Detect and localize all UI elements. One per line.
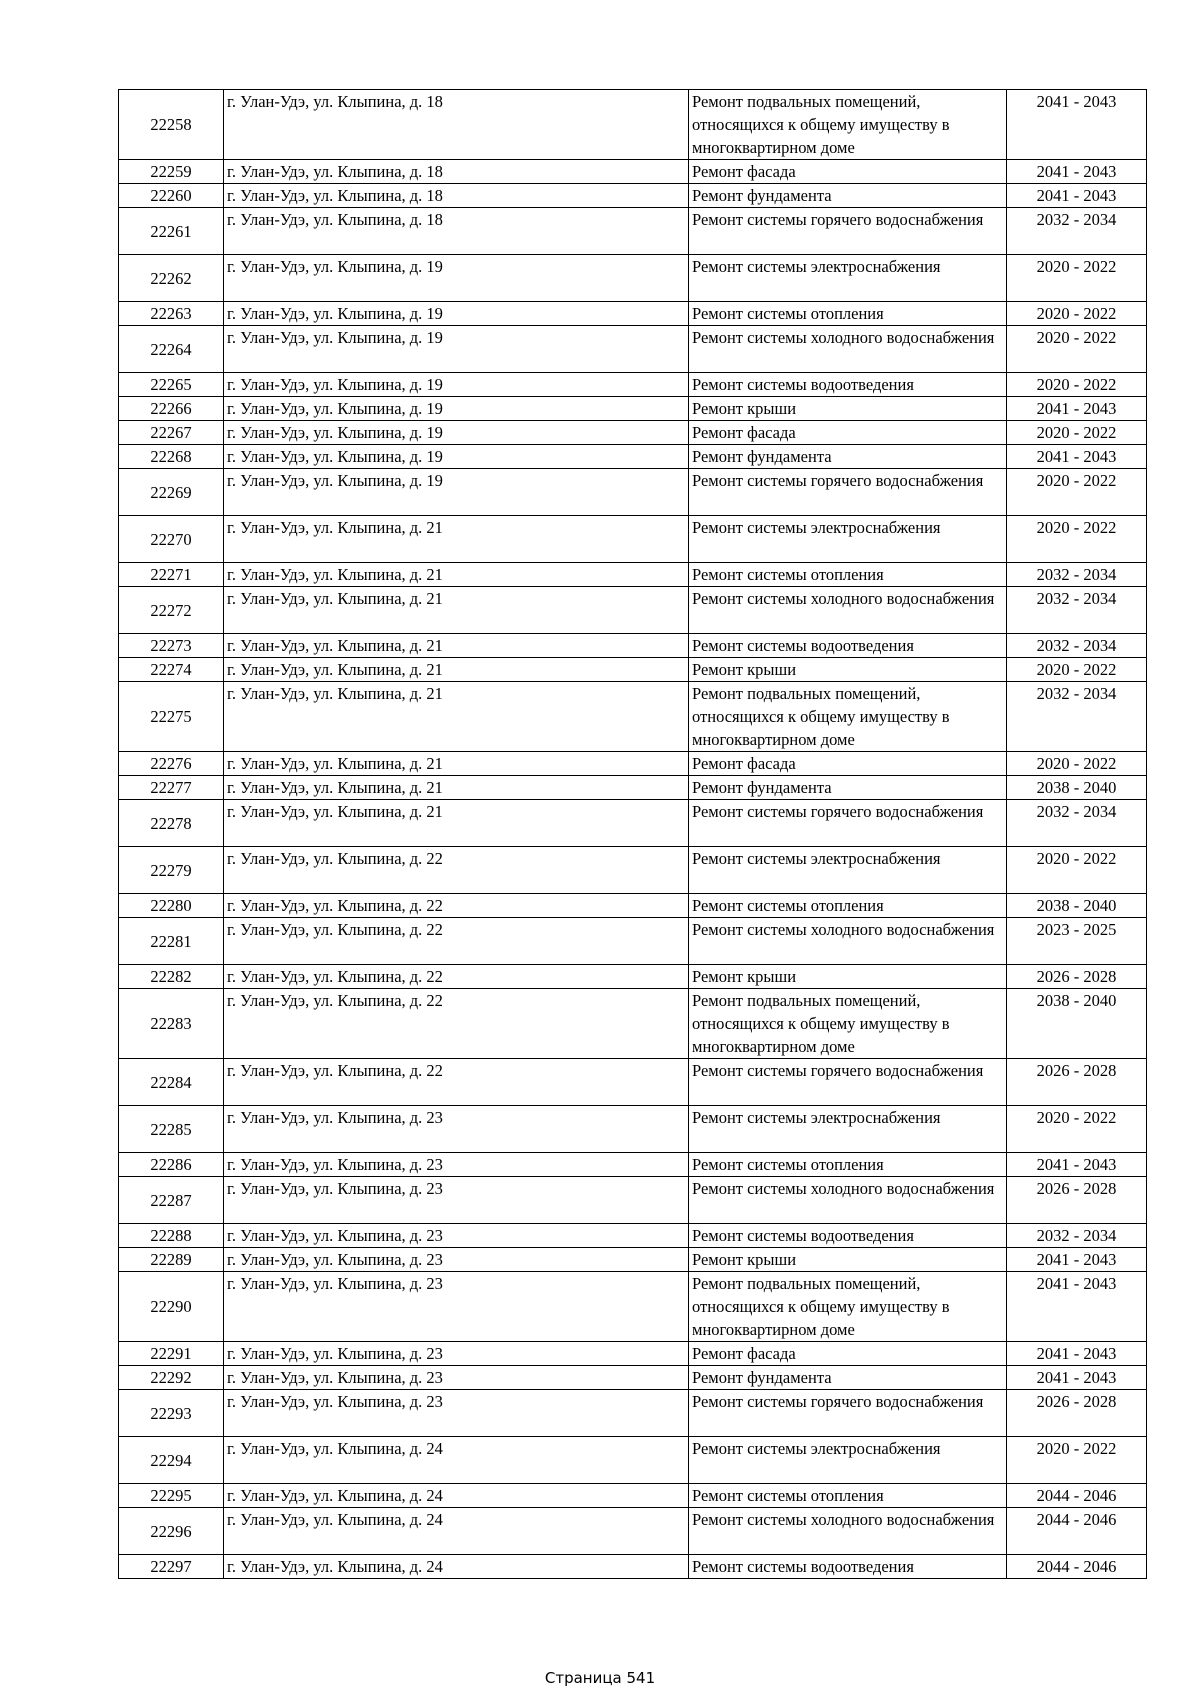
table-row	[119, 1366, 1147, 1390]
row-period: 2026 - 2028	[1007, 1390, 1147, 1437]
row-work-type: Ремонт системы горячего водоснабжения	[689, 469, 1007, 516]
row-number: 22284	[119, 1059, 224, 1106]
row-number: 22258	[119, 90, 224, 160]
table-row	[119, 634, 1147, 658]
table-row	[119, 1508, 1147, 1555]
row-address: г. Улан-Удэ, ул. Клыпина, д. 21	[224, 658, 689, 682]
row-address: г. Улан-Удэ, ул. Клыпина, д. 21	[224, 800, 689, 847]
table-row	[119, 918, 1147, 965]
row-number: 22269	[119, 469, 224, 516]
row-address: г. Улан-Удэ, ул. Клыпина, д. 21	[224, 776, 689, 800]
row-address: г. Улан-Удэ, ул. Клыпина, д. 23	[224, 1153, 689, 1177]
row-number: 22265	[119, 373, 224, 397]
table-row	[119, 302, 1147, 326]
row-address: г. Улан-Удэ, ул. Клыпина, д. 24	[224, 1508, 689, 1555]
row-work-type: Ремонт системы горячего водоснабжения	[689, 1059, 1007, 1106]
row-work-type: Ремонт системы электроснабжения	[689, 847, 1007, 894]
row-address: г. Улан-Удэ, ул. Клыпина, д. 23	[224, 1342, 689, 1366]
row-period: 2032 - 2034	[1007, 208, 1147, 255]
row-number: 22270	[119, 516, 224, 563]
row-number: 22285	[119, 1106, 224, 1153]
row-number: 22296	[119, 1508, 224, 1555]
row-period: 2020 - 2022	[1007, 326, 1147, 373]
row-address: г. Улан-Удэ, ул. Клыпина, д. 21	[224, 682, 689, 752]
table-row	[119, 1342, 1147, 1366]
row-address: г. Улан-Удэ, ул. Клыпина, д. 21	[224, 563, 689, 587]
row-work-type: Ремонт системы холодного водоснабжения	[689, 918, 1007, 965]
row-work-type: Ремонт системы водоотведения	[689, 373, 1007, 397]
row-number: 22279	[119, 847, 224, 894]
row-address: г. Улан-Удэ, ул. Клыпина, д. 23	[224, 1177, 689, 1224]
row-work-type: Ремонт системы отопления	[689, 1153, 1007, 1177]
row-number: 22271	[119, 563, 224, 587]
row-address: г. Улан-Удэ, ул. Клыпина, д. 21	[224, 634, 689, 658]
row-work-type: Ремонт системы холодного водоснабжения	[689, 1177, 1007, 1224]
row-work-type: Ремонт фундамента	[689, 445, 1007, 469]
row-address: г. Улан-Удэ, ул. Клыпина, д. 23	[224, 1390, 689, 1437]
table-row	[119, 1555, 1147, 1579]
row-number: 22278	[119, 800, 224, 847]
row-work-type: Ремонт системы водоотведения	[689, 1224, 1007, 1248]
row-number: 22272	[119, 587, 224, 634]
table-row	[119, 1484, 1147, 1508]
row-address: г. Улан-Удэ, ул. Клыпина, д. 22	[224, 989, 689, 1059]
row-address: г. Улан-Удэ, ул. Клыпина, д. 22	[224, 894, 689, 918]
row-number: 22287	[119, 1177, 224, 1224]
table-row	[119, 1224, 1147, 1248]
row-number: 22259	[119, 160, 224, 184]
row-number: 22268	[119, 445, 224, 469]
row-address: г. Улан-Удэ, ул. Клыпина, д. 22	[224, 847, 689, 894]
table-row	[119, 255, 1147, 302]
row-work-type: Ремонт системы отопления	[689, 894, 1007, 918]
row-address: г. Улан-Удэ, ул. Клыпина, д. 19	[224, 445, 689, 469]
table-row	[119, 397, 1147, 421]
row-address: г. Улан-Удэ, ул. Клыпина, д. 21	[224, 752, 689, 776]
row-number: 22289	[119, 1248, 224, 1272]
row-period: 2041 - 2043	[1007, 1342, 1147, 1366]
row-number: 22274	[119, 658, 224, 682]
table-row	[119, 682, 1147, 752]
table-row	[119, 1153, 1147, 1177]
row-work-type: Ремонт системы электроснабжения	[689, 1437, 1007, 1484]
row-number: 22267	[119, 421, 224, 445]
row-period: 2020 - 2022	[1007, 1437, 1147, 1484]
table-row	[119, 776, 1147, 800]
row-period: 2020 - 2022	[1007, 373, 1147, 397]
row-period: 2020 - 2022	[1007, 847, 1147, 894]
row-address: г. Улан-Удэ, ул. Клыпина, д. 23	[224, 1366, 689, 1390]
row-period: 2041 - 2043	[1007, 160, 1147, 184]
row-period: 2020 - 2022	[1007, 469, 1147, 516]
row-work-type: Ремонт системы холодного водоснабжения	[689, 326, 1007, 373]
table-row	[119, 658, 1147, 682]
table-row	[119, 90, 1147, 160]
page-number: Страница 541	[544, 1669, 656, 1687]
row-number: 22260	[119, 184, 224, 208]
table-row	[119, 800, 1147, 847]
row-work-type: Ремонт системы холодного водоснабжения	[689, 1508, 1007, 1555]
row-work-type: Ремонт фундамента	[689, 184, 1007, 208]
row-period: 2023 - 2025	[1007, 918, 1147, 965]
row-number: 22290	[119, 1272, 224, 1342]
row-address: г. Улан-Удэ, ул. Клыпина, д. 23	[224, 1272, 689, 1342]
row-address: г. Улан-Удэ, ул. Клыпина, д. 19	[224, 397, 689, 421]
row-period: 2041 - 2043	[1007, 1272, 1147, 1342]
row-address: г. Улан-Удэ, ул. Клыпина, д. 19	[224, 373, 689, 397]
row-period: 2026 - 2028	[1007, 1059, 1147, 1106]
row-address: г. Улан-Удэ, ул. Клыпина, д. 19	[224, 302, 689, 326]
table-row	[119, 1390, 1147, 1437]
table-row	[119, 894, 1147, 918]
row-work-type: Ремонт системы электроснабжения	[689, 516, 1007, 563]
row-number: 22291	[119, 1342, 224, 1366]
table-row	[119, 160, 1147, 184]
table-row	[119, 563, 1147, 587]
table-row	[119, 421, 1147, 445]
row-period: 2032 - 2034	[1007, 563, 1147, 587]
row-address: г. Улан-Удэ, ул. Клыпина, д. 18	[224, 208, 689, 255]
row-period: 2032 - 2034	[1007, 587, 1147, 634]
row-work-type: Ремонт фасада	[689, 421, 1007, 445]
table-row	[119, 445, 1147, 469]
row-address: г. Улан-Удэ, ул. Клыпина, д. 22	[224, 918, 689, 965]
row-number: 22282	[119, 965, 224, 989]
row-work-type: Ремонт системы отопления	[689, 302, 1007, 326]
row-number: 22261	[119, 208, 224, 255]
row-number: 22286	[119, 1153, 224, 1177]
row-number: 22276	[119, 752, 224, 776]
row-period: 2041 - 2043	[1007, 1153, 1147, 1177]
row-address: г. Улан-Удэ, ул. Клыпина, д. 22	[224, 1059, 689, 1106]
table-row	[119, 752, 1147, 776]
row-address: г. Улан-Удэ, ул. Клыпина, д. 18	[224, 90, 689, 160]
table-row	[119, 1437, 1147, 1484]
table-row	[119, 326, 1147, 373]
row-period: 2032 - 2034	[1007, 1224, 1147, 1248]
row-work-type: Ремонт подвальных помещений, относящихся к общему имуществу в многоквартирном доме	[689, 1272, 1007, 1342]
row-address: г. Улан-Удэ, ул. Клыпина, д. 24	[224, 1555, 689, 1579]
row-number: 22262	[119, 255, 224, 302]
row-number: 22266	[119, 397, 224, 421]
row-address: г. Улан-Удэ, ул. Клыпина, д. 23	[224, 1224, 689, 1248]
row-work-type: Ремонт системы горячего водоснабжения	[689, 800, 1007, 847]
row-address: г. Улан-Удэ, ул. Клыпина, д. 23	[224, 1248, 689, 1272]
row-work-type: Ремонт системы электроснабжения	[689, 255, 1007, 302]
row-period: 2041 - 2043	[1007, 397, 1147, 421]
table-row	[119, 516, 1147, 563]
row-number: 22277	[119, 776, 224, 800]
row-number: 22288	[119, 1224, 224, 1248]
row-period: 2038 - 2040	[1007, 989, 1147, 1059]
row-number: 22293	[119, 1390, 224, 1437]
capital-repair-table	[118, 89, 1147, 1579]
row-work-type: Ремонт системы электроснабжения	[689, 1106, 1007, 1153]
row-period: 2026 - 2028	[1007, 965, 1147, 989]
table-row	[119, 847, 1147, 894]
row-number: 22280	[119, 894, 224, 918]
row-number: 22283	[119, 989, 224, 1059]
row-work-type: Ремонт фасада	[689, 752, 1007, 776]
row-work-type: Ремонт фундамента	[689, 776, 1007, 800]
row-number: 22263	[119, 302, 224, 326]
row-address: г. Улан-Удэ, ул. Клыпина, д. 23	[224, 1106, 689, 1153]
table-body	[119, 90, 1147, 1579]
row-period: 2020 - 2022	[1007, 752, 1147, 776]
row-work-type: Ремонт крыши	[689, 965, 1007, 989]
table-row	[119, 587, 1147, 634]
row-period: 2041 - 2043	[1007, 90, 1147, 160]
row-address: г. Улан-Удэ, ул. Клыпина, д. 19	[224, 469, 689, 516]
row-period: 2020 - 2022	[1007, 255, 1147, 302]
row-number: 22273	[119, 634, 224, 658]
row-period: 2020 - 2022	[1007, 421, 1147, 445]
row-period: 2026 - 2028	[1007, 1177, 1147, 1224]
table-row	[119, 469, 1147, 516]
row-work-type: Ремонт крыши	[689, 397, 1007, 421]
row-address: г. Улан-Удэ, ул. Клыпина, д. 24	[224, 1437, 689, 1484]
row-address: г. Улан-Удэ, ул. Клыпина, д. 24	[224, 1484, 689, 1508]
row-work-type: Ремонт фасада	[689, 160, 1007, 184]
table-row	[119, 1248, 1147, 1272]
row-period: 2044 - 2046	[1007, 1555, 1147, 1579]
row-period: 2044 - 2046	[1007, 1484, 1147, 1508]
row-period: 2020 - 2022	[1007, 302, 1147, 326]
table-row	[119, 373, 1147, 397]
row-work-type: Ремонт подвальных помещений, относящихся к общему имуществу в многоквартирном доме	[689, 682, 1007, 752]
row-number: 22281	[119, 918, 224, 965]
row-address: г. Улан-Удэ, ул. Клыпина, д. 21	[224, 587, 689, 634]
row-period: 2032 - 2034	[1007, 682, 1147, 752]
row-period: 2041 - 2043	[1007, 1366, 1147, 1390]
row-work-type: Ремонт крыши	[689, 658, 1007, 682]
row-address: г. Улан-Удэ, ул. Клыпина, д. 22	[224, 965, 689, 989]
row-address: г. Улан-Удэ, ул. Клыпина, д. 19	[224, 255, 689, 302]
row-period: 2041 - 2043	[1007, 445, 1147, 469]
row-work-type: Ремонт подвальных помещений, относящихся к общему имуществу в многоквартирном доме	[689, 989, 1007, 1059]
row-number: 22297	[119, 1555, 224, 1579]
row-period: 2020 - 2022	[1007, 658, 1147, 682]
row-address: г. Улан-Удэ, ул. Клыпина, д. 18	[224, 160, 689, 184]
table-row	[119, 1272, 1147, 1342]
row-work-type: Ремонт системы отопления	[689, 563, 1007, 587]
row-period: 2020 - 2022	[1007, 1106, 1147, 1153]
row-period: 2041 - 2043	[1007, 184, 1147, 208]
row-address: г. Улан-Удэ, ул. Клыпина, д. 19	[224, 421, 689, 445]
row-period: 2038 - 2040	[1007, 894, 1147, 918]
row-work-type: Ремонт крыши	[689, 1248, 1007, 1272]
table-row	[119, 1177, 1147, 1224]
table-row	[119, 184, 1147, 208]
row-work-type: Ремонт подвальных помещений, относящихся к общему имуществу в многоквартирном доме	[689, 90, 1007, 160]
row-work-type: Ремонт системы горячего водоснабжения	[689, 1390, 1007, 1437]
row-number: 22275	[119, 682, 224, 752]
table-row	[119, 208, 1147, 255]
row-work-type: Ремонт системы водоотведения	[689, 1555, 1007, 1579]
row-period: 2020 - 2022	[1007, 516, 1147, 563]
row-number: 22294	[119, 1437, 224, 1484]
row-number: 22295	[119, 1484, 224, 1508]
row-address: г. Улан-Удэ, ул. Клыпина, д. 18	[224, 184, 689, 208]
row-period: 2038 - 2040	[1007, 776, 1147, 800]
table-row	[119, 989, 1147, 1059]
row-period: 2032 - 2034	[1007, 800, 1147, 847]
table-row	[119, 965, 1147, 989]
row-work-type: Ремонт системы холодного водоснабжения	[689, 587, 1007, 634]
row-period: 2032 - 2034	[1007, 634, 1147, 658]
row-work-type: Ремонт системы водоотведения	[689, 634, 1007, 658]
row-work-type: Ремонт фундамента	[689, 1366, 1007, 1390]
row-address: г. Улан-Удэ, ул. Клыпина, д. 21	[224, 516, 689, 563]
row-period: 2044 - 2046	[1007, 1508, 1147, 1555]
row-period: 2041 - 2043	[1007, 1248, 1147, 1272]
table-row	[119, 1106, 1147, 1153]
row-number: 22292	[119, 1366, 224, 1390]
row-address: г. Улан-Удэ, ул. Клыпина, д. 19	[224, 326, 689, 373]
row-work-type: Ремонт системы отопления	[689, 1484, 1007, 1508]
table-row	[119, 1059, 1147, 1106]
row-number: 22264	[119, 326, 224, 373]
row-work-type: Ремонт системы горячего водоснабжения	[689, 208, 1007, 255]
row-work-type: Ремонт фасада	[689, 1342, 1007, 1366]
